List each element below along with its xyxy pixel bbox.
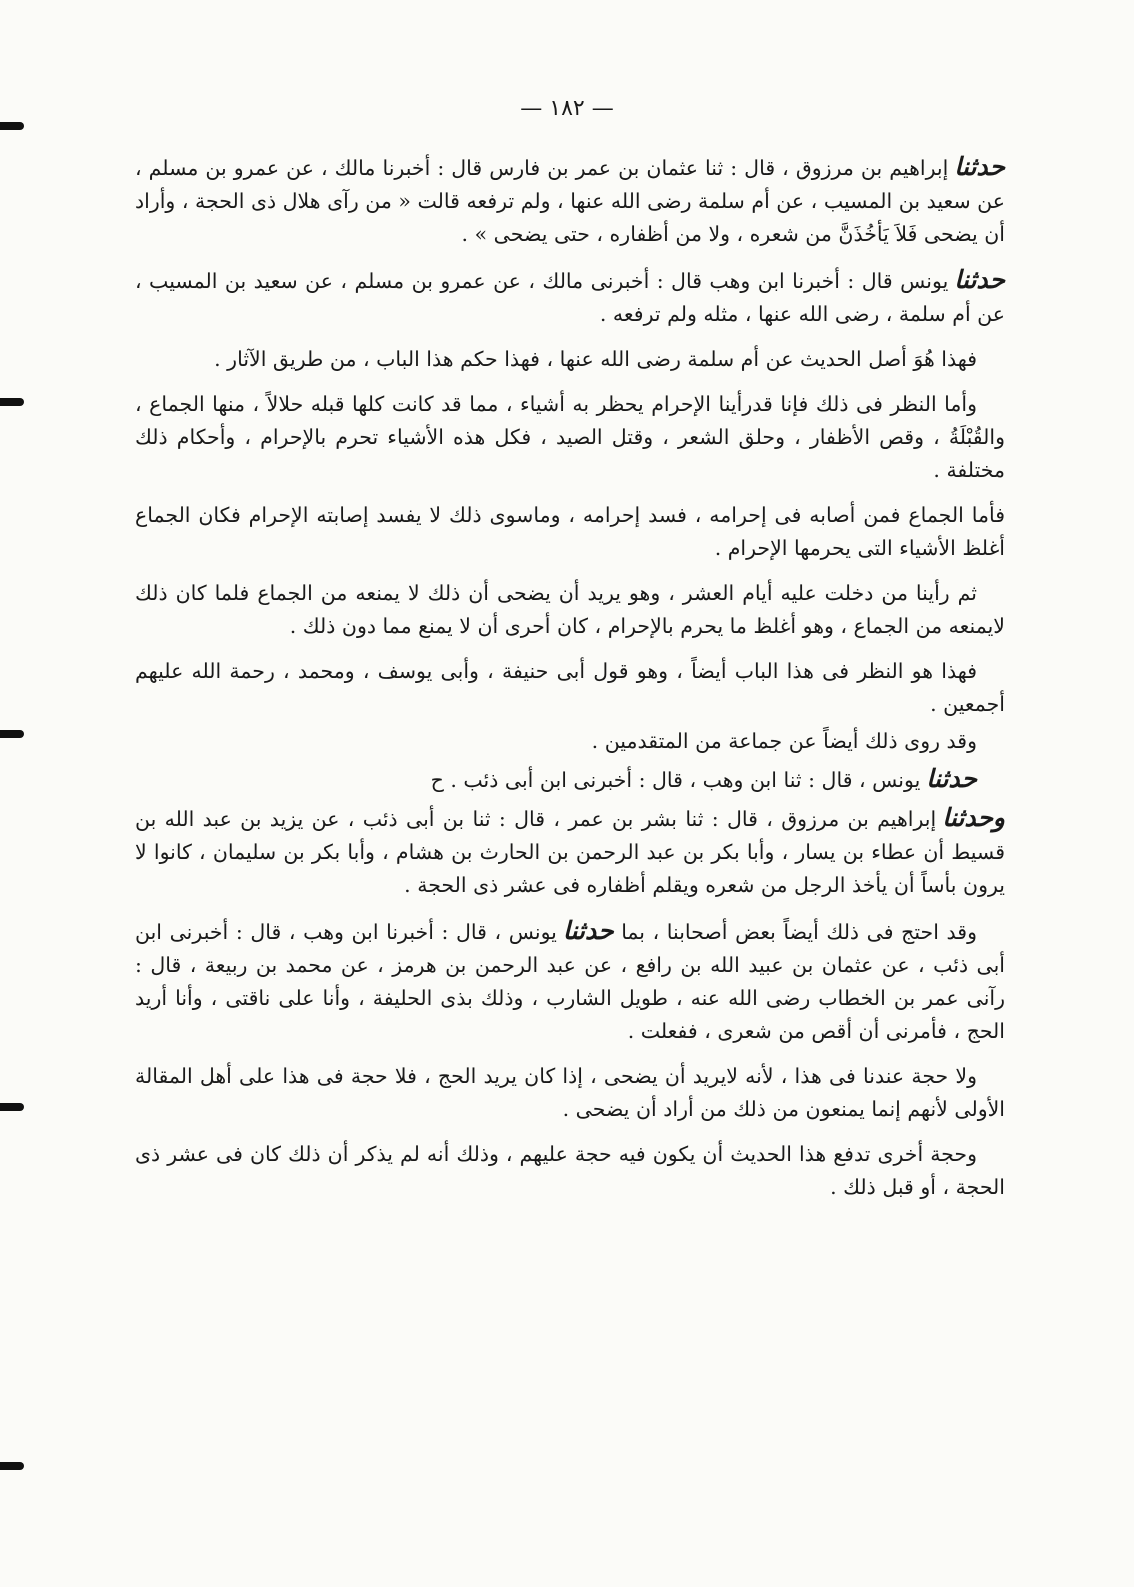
keyword-haddathana: حدثنا (954, 152, 1005, 181)
paragraph-6: ثم رأينا من دخلت عليه أيام العشر ، وهو يريد أن يضحى أن ذلك لا يمنعه من الجماع فلما كان ذلك لايمنعه من الجماع ، وهو أغلظ ما يحرم بالإحرام ، كان أحرى أن لا يمنع مما دون ذلك . (135, 581, 1005, 638)
page-edge-mark-5 (0, 1462, 24, 1470)
page-number: — ١٨٢ — (520, 96, 614, 121)
page-edge-mark-1 (0, 122, 24, 130)
paragraph-13: وحجة أخرى تدفع هذا الحديث أن يكون فيه حجة عليهم ، وذلك أنه لم يذكر أن ذلك كان فى عشر ذى الحجة ، أو قبل ذلك . (135, 1142, 1005, 1199)
paragraph-9 (135, 762, 1005, 797)
paragraph-text: وقد احتج فى ذلك أيضاً بعض أصحابنا ، بما (621, 920, 977, 944)
paragraph-7: فهذا هو النظر فى هذا الباب أيضاً ، وهو قول أبى حنيفة ، وأبى يوسف ، ومحمد ، رحمة الله عليهم أجمعين . (135, 659, 1005, 716)
keyword-wa-haddathana: وحدثنا (942, 803, 1005, 832)
paragraph-5: فأما الجماع فمن أصابه فى إحرامه ، فسد إحرامه ، وماسوى ذلك لا يفسد إصابته الإحرام فكان الجماع أغلظ الأشياء التى يحرمها الإحرام . (135, 503, 1005, 560)
page-edge-mark-3 (0, 730, 24, 738)
paragraph-text: إبراهيم بن مرزوق ، قال : ثنا عثمان بن عمر بن فارس قال : أخبرنا مالك ، عن عمرو بن مسلم ، عن سعيد بن المسيب ، عن أم سلمة رضى الله عنها ، ولم ترفعه قالت « من رآى هلال ذى الحجة ، وأراد أن يضحى فَلاَ يَأخُذَنَّ من شعره ، ولا من أظفاره ، حتى يضحى » . (135, 156, 1005, 246)
document-body (135, 150, 1005, 1216)
paragraph-text: يونس ، قال : أخبرنا ابن وهب ، قال : أخبرنى ابن أبى ذئب ، عن عثمان بن عبيد الله بن رافع ، عن عبد الرحمن بن هرمز ، عن محمد بن ربيعة ، قال : رآنى عمر بن الخطاب رضى الله عنه ، طويل الشارب ، وذلك بذى الحليفة ، وأنا على ناقتى ، وأنا أريد الحج ، فأمرنى أن أقص من شعرى ، ففعلت . (135, 920, 1005, 1043)
paragraph-4: وأما النظر فى ذلك فإنا قدرأينا الإحرام يحظر به أشياء ، مما قد كانت كلها قبله حلالاً ، منها الجماع ، والقُبْلَةُ ، وقص الأظفار ، وحلق الشعر ، وقتل الصيد ، فكل هذه الأشياء تحرم بالإحرام ، وأحكام ذلك مختلفة . (135, 392, 1005, 482)
paragraph-3: فهذا هُوَ أصل الحديث عن أم سلمة رضى الله عنها ، فهذا حكم هذا الباب ، من طريق الآثار . (214, 347, 977, 371)
paragraph-2 (135, 263, 1005, 331)
page-edge-mark-2 (0, 398, 24, 406)
keyword-haddathana: حدثنا (954, 265, 1005, 294)
paragraph-11 (135, 914, 1005, 1048)
page-edge-mark-4 (0, 1103, 24, 1111)
paragraph-text: يونس ، قال : ثنا ابن وهب ، قال : أخبرنى ابن أبى ذئب . ح (430, 768, 921, 792)
paragraph-text: يونس قال : أخبرنا ابن وهب قال : أخبرنى مالك ، عن عمرو بن مسلم ، عن سعيد بن المسيب ، عن أم سلمة ، رضى الله عنها ، مثله ولم ترفعه . (135, 269, 1005, 326)
keyword-haddathana: حدثنا (562, 916, 614, 945)
paragraph-8: وقد روى ذلك أيضاً عن جماعة من المتقدمين . (591, 729, 977, 753)
keyword-haddathana: حدثنا (926, 764, 977, 793)
paragraph-1 (135, 150, 1005, 251)
paragraph-text: إبراهيم بن مرزوق ، قال : ثنا بشر بن عمر ، قال : ثنا بن أبى ذئب ، عن يزيد بن عبد الله بن قسيط أن عطاء بن يسار ، وأبا بكر بن عبد الرحمن بن الحارث بن هشام ، وأبا بكر بن سليمان ، كانوا لا يرون بأساً أن يأخذ الرجل من شعره ويقلم أظفاره فى عشر ذى الحجة . (135, 807, 1005, 897)
paragraph-10 (135, 801, 1005, 902)
paragraph-12: ولا حجة عندنا فى هذا ، لأنه لايريد أن يضحى ، إذا كان يريد الحج ، فلا حجة فى هذا على أهل المقالة الأولى لأنهم إنما يمنعون من ذلك من أراد أن يضحى . (135, 1064, 1005, 1121)
